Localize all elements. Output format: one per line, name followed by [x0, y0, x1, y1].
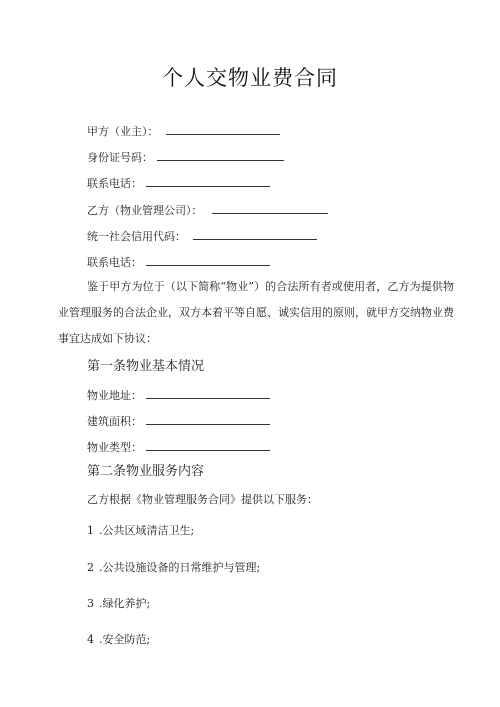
property-address-blank[interactable]	[146, 388, 270, 399]
party-b-phone-blank[interactable]	[146, 255, 270, 266]
building-area-blank[interactable]	[146, 414, 270, 425]
property-type-label: 物业类型：	[87, 441, 142, 454]
list-item-text: .绿化养护;	[99, 597, 151, 610]
list-item	[87, 524, 194, 538]
credit-code-field	[87, 229, 317, 244]
party-b-field	[87, 203, 328, 218]
list-item	[87, 561, 260, 575]
section-1-heading: 第一条物业基本情况	[87, 359, 205, 374]
property-address-label: 物业地址：	[87, 389, 142, 402]
services-intro: 乙方根据《物业管理服务合同》提供以下服务：	[87, 493, 318, 506]
id-number-blank[interactable]	[157, 150, 284, 161]
list-item-number: 2	[87, 561, 94, 574]
list-item	[87, 597, 150, 611]
property-type-blank[interactable]	[146, 440, 270, 451]
list-item-number: 4	[87, 633, 94, 646]
party-a-phone-field	[87, 176, 270, 191]
building-area-field	[87, 414, 270, 429]
document-title: 个人交物业费合同	[162, 66, 338, 90]
party-b-label: 乙方（物业管理公司）：	[87, 204, 203, 217]
list-item-text: .公共区域清洁卫生;	[99, 524, 195, 537]
list-item-number: 3	[87, 597, 94, 610]
id-number-label: 身份证号码：	[87, 151, 153, 164]
list-item-text: .安全防范;	[99, 633, 151, 646]
property-type-field	[87, 440, 270, 455]
credit-code-label: 统一社会信用代码：	[87, 230, 186, 243]
party-a-phone-blank[interactable]	[146, 176, 270, 187]
section-2-heading: 第二条物业服务内容	[87, 464, 205, 479]
party-b-blank[interactable]	[212, 203, 328, 214]
property-address-field	[87, 388, 270, 403]
party-a-phone-label: 联系电话：	[87, 177, 142, 190]
list-item	[87, 633, 150, 647]
list-item-number: 1	[87, 524, 94, 537]
party-a-blank[interactable]	[166, 124, 280, 135]
id-number-field	[87, 150, 284, 165]
party-b-phone-label: 联系电话：	[87, 256, 142, 269]
preamble-paragraph: 鉴于甲方为位于（以下简称“物业”）的合法所有者或使用者，乙方为提供物业管理服务的合法企业，双方本着平等自愿、诚实信用的原则，就甲方交纳物业费事宜达成如下协议：	[58, 280, 454, 345]
list-item-text: .公共设施设备的日常维护与管理;	[99, 561, 261, 574]
party-b-phone-field	[87, 255, 270, 270]
credit-code-blank[interactable]	[193, 229, 317, 240]
party-a-field	[87, 124, 280, 139]
party-a-label: 甲方（业主）：	[87, 125, 159, 138]
building-area-label: 建筑面积：	[87, 415, 142, 428]
